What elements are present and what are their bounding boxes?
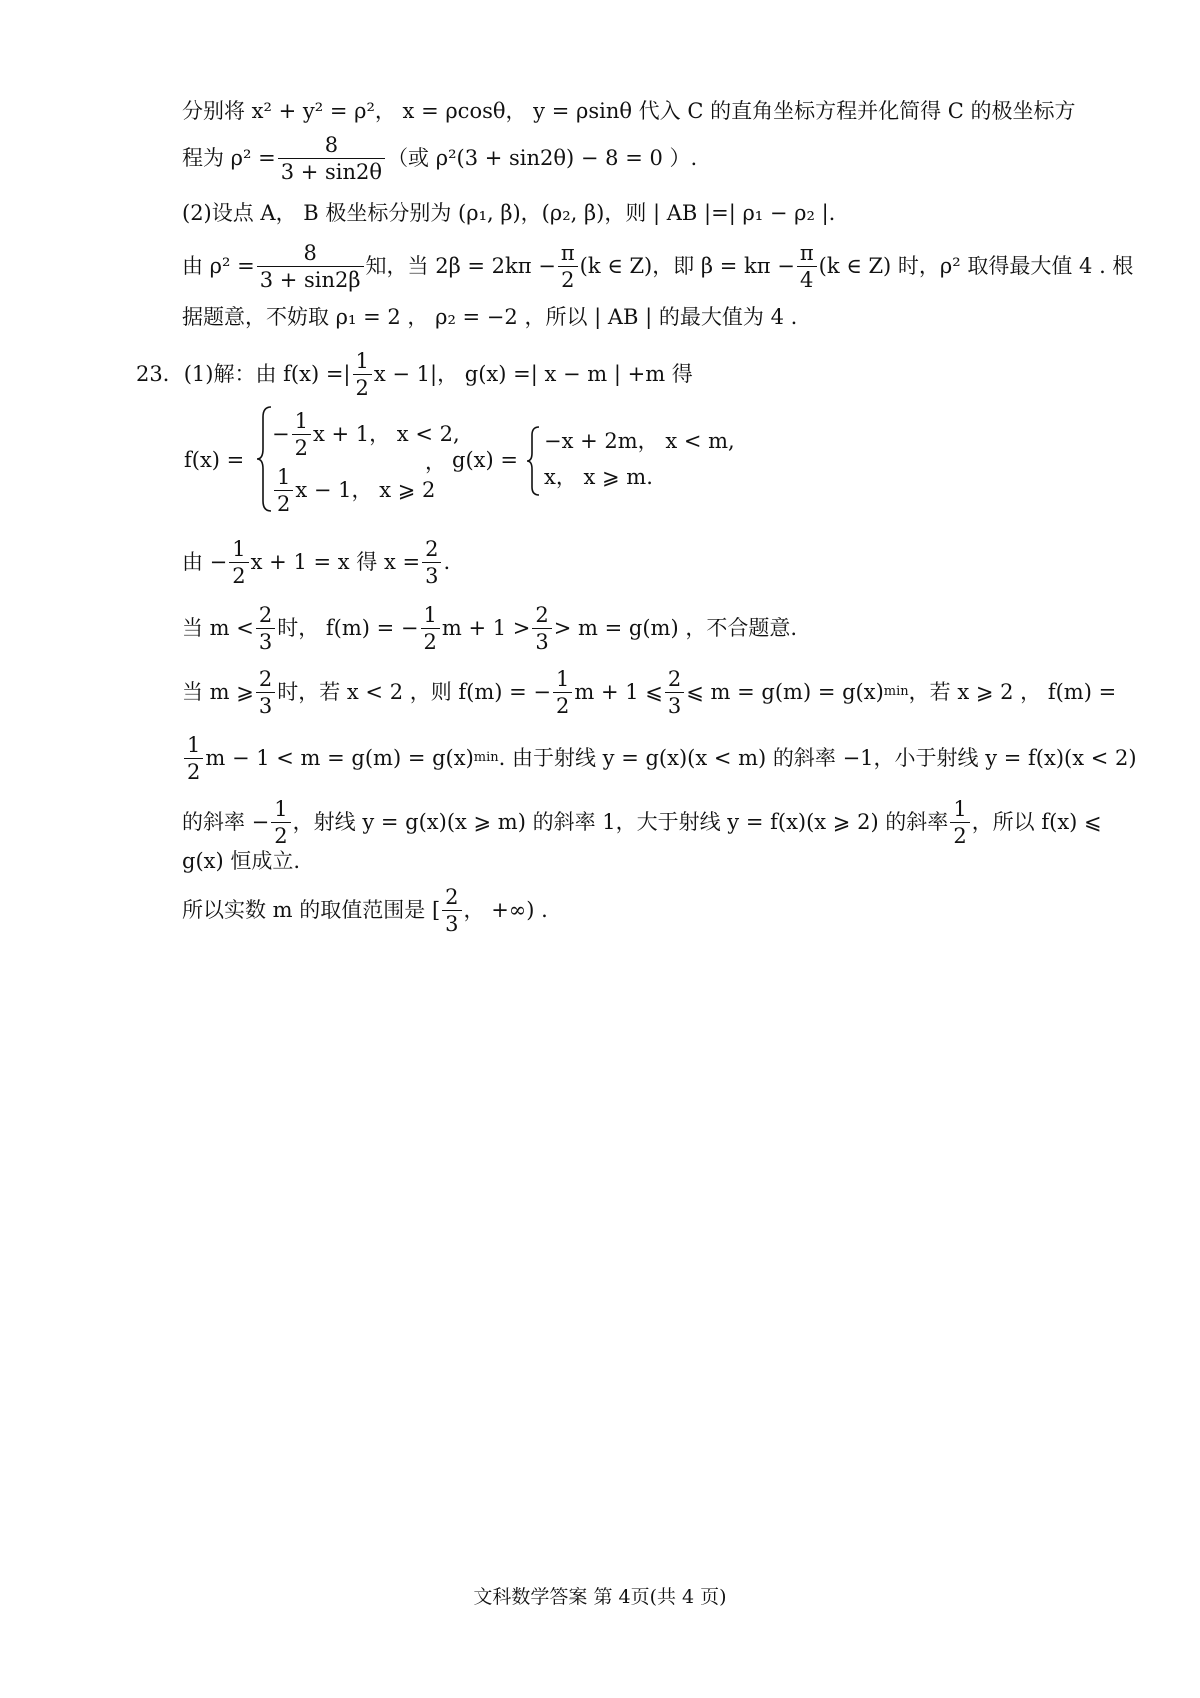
solve-b: x + 1 = x 得 x =	[250, 550, 421, 574]
q22-line-4	[182, 236, 1133, 296]
solve-frac-2-num: 2	[422, 536, 441, 563]
f-case-2-frac-den: 2	[277, 491, 291, 516]
q22-l4-a: 由 ρ² =	[182, 254, 255, 278]
case2-frac-2	[553, 666, 572, 719]
solve-frac-1	[229, 536, 248, 589]
q23-line-10: g(x) 恒成立.	[182, 849, 301, 873]
f-case-2	[272, 462, 435, 518]
l11-frac	[442, 884, 461, 937]
case1-a: 当 m <	[182, 616, 254, 640]
q23-h-frac	[353, 348, 372, 401]
case2-d: ⩽ m = g(m) = g(x)	[686, 680, 884, 704]
f-case-2-frac	[274, 464, 293, 517]
l11-frac-den: 3	[445, 911, 459, 936]
case1-c: m + 1 >	[441, 616, 531, 640]
q22-line-2	[182, 128, 697, 188]
solve-frac-2	[422, 536, 441, 589]
case1-frac-2-num: 1	[421, 602, 440, 629]
q22-frac-beta-den: 3 + sin2β	[259, 267, 361, 292]
l9-frac-2	[950, 796, 969, 849]
case2-frac-1-den: 3	[258, 693, 273, 718]
q22-l4-d: (k ∈ Z) 时，ρ² 取得最大值 4 . 根	[818, 254, 1134, 278]
f-case-2-frac-num: 1	[274, 464, 293, 491]
case2-frac-2-den: 2	[556, 693, 570, 718]
page-footer: 文科数学答案 第 4页(共 4 页)	[473, 1586, 727, 1608]
q22-frac-pi-den: 2	[561, 267, 575, 292]
l11-a: 所以实数 m 的取值范围是 [	[182, 898, 441, 922]
q23-h-post: x − 1|， g(x) =| x − m | +m 得	[373, 362, 693, 386]
case1-frac-2-den: 2	[423, 629, 437, 654]
l8-a: m − 1 < m = g(m) = g(x)	[205, 746, 474, 770]
q22-frac-beta-num: 8	[257, 240, 364, 267]
l9-frac-2-den: 2	[953, 823, 967, 848]
solve-a: 由 −	[182, 550, 228, 574]
l9-frac-2-num: 1	[950, 796, 969, 823]
case2-e: ，若 x ⩾ 2 ， f(m) =	[908, 680, 1117, 704]
q22-fraction-pi-4	[797, 240, 817, 293]
l8-min-subscript: min	[473, 750, 499, 765]
q23-case-1	[182, 598, 797, 658]
q22-line-3: (2)设点 A， B 极坐标分别为 (ρ₁, β)，(ρ₂, β)，则 | AB |=| ρ₁ − ρ₂ |.	[182, 201, 836, 225]
case2-b: 时，若 x < 2 ，则 f(m) = −	[277, 680, 552, 704]
solve-c: .	[443, 550, 451, 574]
piecewise-separator: ，	[425, 450, 446, 474]
solve-frac-1-num: 1	[229, 536, 248, 563]
q23-line-9	[182, 792, 1102, 852]
case2-c: m + 1 ⩽	[574, 680, 663, 704]
q22-l2-pre: 程为 ρ² =	[182, 146, 276, 170]
case2-a: 当 m ⩾	[182, 680, 254, 704]
q23-h-pre: 23．(1)解：由 f(x) =|	[136, 362, 351, 386]
f-case-1-rest: x + 1， x < 2,	[312, 422, 460, 446]
l11-frac-num: 2	[442, 884, 461, 911]
q22-frac-pi4-den: 4	[800, 267, 814, 292]
case1-frac-1-num: 2	[256, 602, 275, 629]
l8-b: . 由于射线 y = g(x)(x < m) 的斜率 −1，小于射线 y = f(x)(x < 2)	[498, 746, 1137, 770]
case1-frac-3-num: 2	[532, 602, 551, 629]
f-case-1-frac-den: 2	[294, 435, 308, 460]
l11-b: ， +∞) .	[463, 898, 548, 922]
case1-frac-2	[421, 602, 440, 655]
q22-frac-pi-num: π	[558, 240, 578, 267]
q22-frac-num: 8	[278, 132, 385, 159]
case1-frac-3-den: 3	[535, 629, 549, 654]
q23-line-8	[182, 728, 1137, 788]
q23-h-frac-num: 1	[353, 348, 372, 375]
g-case-2: x， x ⩾ m.	[544, 465, 653, 489]
q23-conclusion	[182, 880, 548, 940]
solve-frac-2-den: 3	[425, 563, 439, 588]
g-brace	[525, 425, 543, 497]
f-case-1-frac	[292, 408, 311, 461]
case1-d: > m = g(m) ，不合题意.	[553, 616, 798, 640]
f-case-1-minus: −	[272, 422, 290, 446]
l8-frac	[184, 732, 203, 785]
case1-b: 时， f(m) = −	[277, 616, 419, 640]
q22-l4-b: 知，当 2β = 2kπ −	[365, 254, 556, 278]
q22-l2-post: （或 ρ²(3 + sin2θ) − 8 = 0 ）.	[387, 146, 698, 170]
f-case-2-rest: x − 1， x ⩾ 2	[295, 478, 436, 502]
l8-frac-den: 2	[187, 759, 201, 784]
case1-frac-3	[532, 602, 551, 655]
l9-c: ，所以 f(x) ⩽	[971, 810, 1102, 834]
l9-frac-1-num: 1	[271, 796, 290, 823]
l9-frac-1	[271, 796, 290, 849]
solve-frac-1-den: 2	[232, 563, 246, 588]
case2-frac-2-num: 1	[553, 666, 572, 693]
l9-frac-1-den: 2	[274, 823, 288, 848]
g-label: g(x) =	[452, 448, 518, 472]
case2-min-subscript: min	[883, 684, 909, 699]
f-case-1-frac-num: 1	[292, 408, 311, 435]
q22-frac-den: 3 + sin2θ	[280, 159, 383, 184]
q22-fraction-beta	[257, 240, 364, 293]
case2-frac-3-den: 3	[667, 693, 682, 718]
l9-b: ，射线 y = g(x)(x ⩾ m) 的斜率 1，大于射线 y = f(x)(x ⩾ 2) 的斜率	[292, 810, 949, 834]
q23-h-frac-den: 2	[355, 375, 369, 400]
case2-frac-3-num: 2	[665, 666, 684, 693]
q23-case-2	[182, 662, 1116, 722]
q22-fraction-pi-2	[558, 240, 578, 293]
q22-l4-c: (k ∈ Z)，即 β = kπ −	[579, 254, 795, 278]
q22-frac-pi4-num: π	[797, 240, 817, 267]
case2-frac-3	[665, 666, 684, 719]
q22-line-1: 分别将 x² + y² = ρ²， x = ρcosθ， y = ρsinθ 代入 C 的直角坐标方程并化简得 C 的极坐标方	[182, 99, 1076, 123]
q23-heading	[136, 344, 693, 404]
g-case-1: −x + 2m， x < m,	[544, 429, 735, 453]
case1-frac-1	[256, 602, 275, 655]
l9-a: 的斜率 −	[182, 810, 270, 834]
q22-fraction-theta	[278, 132, 385, 185]
case2-frac-1-num: 2	[256, 666, 275, 693]
case1-frac-1-den: 3	[258, 629, 273, 654]
f-label: f(x) =	[184, 448, 245, 472]
l8-frac-num: 1	[184, 732, 203, 759]
q23-solve-line	[182, 532, 450, 592]
case2-frac-1	[256, 666, 275, 719]
q22-line-5: 据题意，不妨取 ρ₁ = 2 ， ρ₂ = −2 ，所以 | AB | 的最大值为 4 .	[182, 305, 798, 329]
